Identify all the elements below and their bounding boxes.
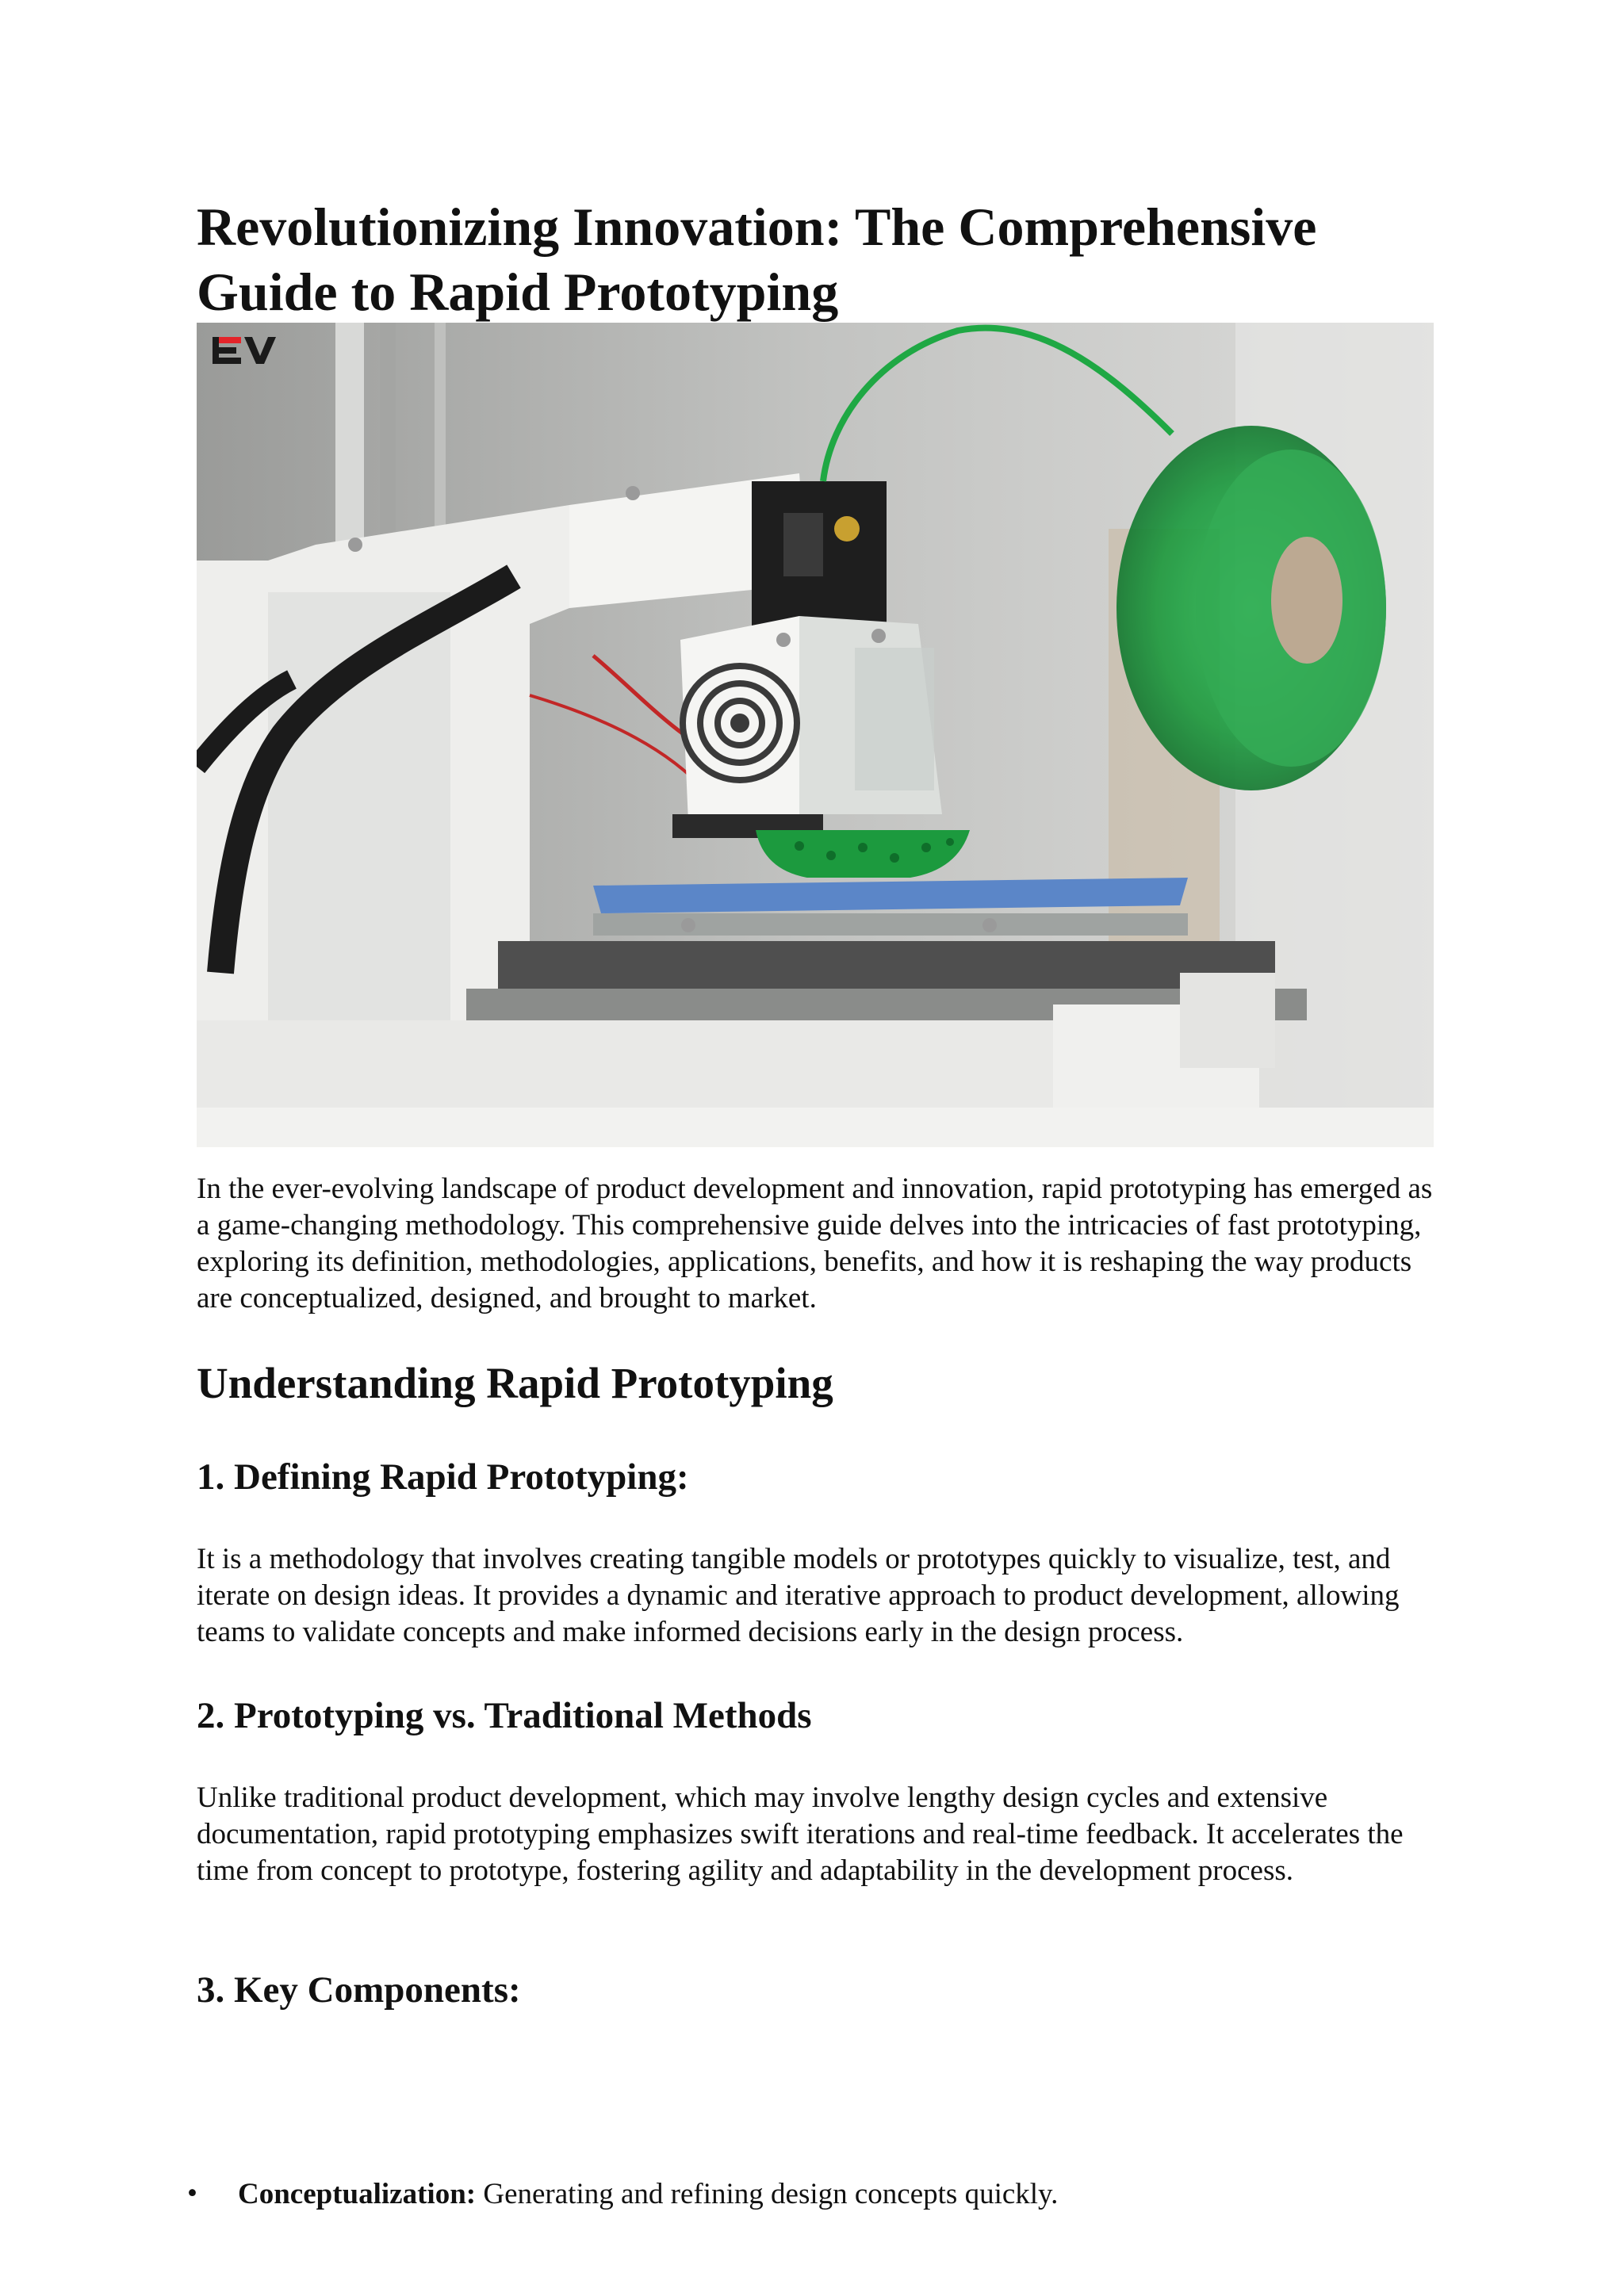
filament-spool [1116,426,1386,790]
subsection-heading-traditional: 2. Prototyping vs. Traditional Methods [197,1695,812,1736]
list-item-term: Conceptualization: [238,2178,477,2210]
intro-paragraph: In the ever-evolving landscape of product development and innovation, rapid prototyping has emerged as a game-changing methodology. This comprehensive guide delves into the intricacies of fast prototyping, exploring its definition, methodologies, applications, benefits, and how it is reshaping the way products are conceptualized, designed, and brought to market. [197,1173,1433,1314]
list-item-text: Generating and refining design concepts quickly. [476,2178,1059,2210]
subsection-body-traditional: Unlike traditional product development, which may involve lengthy design cycles and extensive documentation, rapid prototyping emphasizes swift iterations and real-time feedback. It accelerates the time from concept to prototype, fostering agility and adaptability in the development process. [197,1781,1404,1887]
subsection-heading-components: 3. Key Components: [197,1969,521,2011]
bullet-icon: • [187,2177,197,2210]
subsection-heading-defining: 1. Defining Rapid Prototyping: [197,1456,689,1498]
list-item [187,2176,1434,2213]
subsection-body-defining: It is a methodology that involves creating tangible models or prototypes quickly to visualize, test, and iterate on design ideas. It provides a dynamic and iterative approach to product development, allowing teams to validate concepts and make informed decisions early in the design process. [197,1543,1400,1648]
printer-illustration [197,323,1434,1147]
key-components-list [187,2176,1434,2213]
hero-image-3d-printer [197,323,1434,1147]
page-title: Revolutionizing Innovation: The Comprehensive Guide to Rapid Prototyping [197,197,1317,322]
section-heading: Understanding Rapid Prototyping [197,1359,833,1407]
fan-grill [683,666,797,780]
